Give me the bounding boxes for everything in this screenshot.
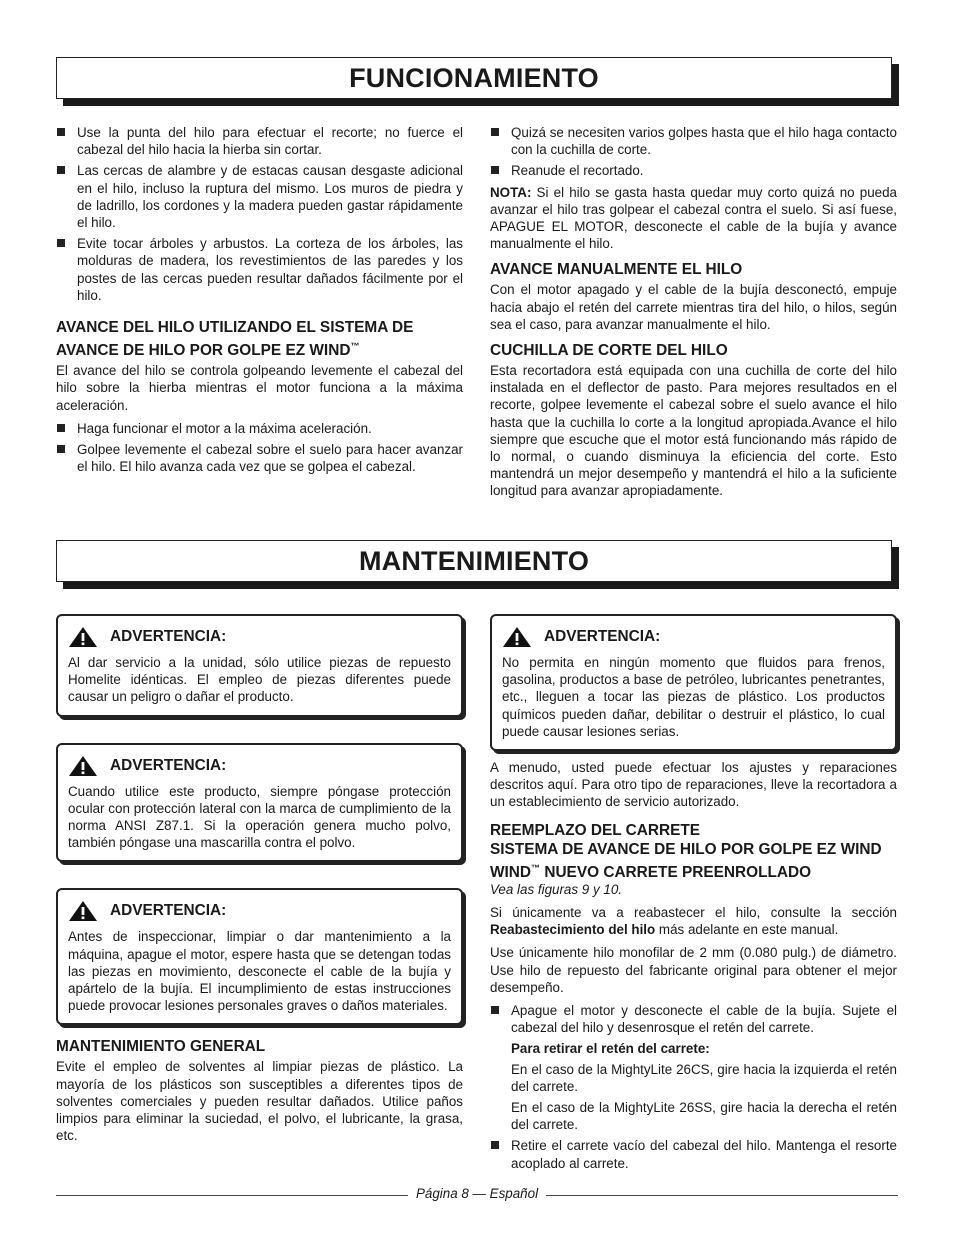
warning-triangle-icon <box>68 755 98 777</box>
warning-box <box>56 743 463 863</box>
page-number: Página 8 — Español <box>408 1186 546 1201</box>
manual-advance-text: Con el motor apagado y el cable de la bujía desconectó, empuje hacia abajo el retén del carrete mientras tira del hilo, o hilos, según sea el caso, para avanzar manualmente el hilo. <box>490 282 897 332</box>
warning-title: ADVERTENCIA: <box>68 755 451 777</box>
list-item: Reanude el recortado. <box>490 162 897 179</box>
manual-advance-heading: AVANCE MANUALMENTE EL HILO <box>490 261 743 279</box>
warning-triangle-icon <box>68 900 98 922</box>
reel-replacement-heading: REEMPLAZO DEL CARRETE <box>490 821 701 839</box>
see-figures-note: Vea las figuras 9 y 10. <box>490 881 622 897</box>
refill-reference: Si únicamente va a reabastecer el hilo, consulte la sección Reabastecimiento del hilo más adelante en este manual. <box>490 904 897 938</box>
page-footer <box>0 1186 954 1201</box>
funcionamiento-right-column <box>490 124 897 504</box>
remove-26ss-text: En el caso de la MightyLite 26SS, gire hacia la derecha el retén del carrete. <box>511 1099 897 1133</box>
warning-triangle-icon <box>502 626 532 648</box>
list-item: Golpee levemente el cabezal sobre el suelo para hacer avanzar el hilo. El hilo avanza cada vez que se golpea el cabezal. <box>56 441 463 475</box>
warning-title: ADVERTENCIA: <box>68 900 451 922</box>
warning-box <box>490 614 897 751</box>
reel-steps-list <box>490 1002 897 1036</box>
remove-retainer-label: Para retirar el retén del carrete: <box>511 1041 710 1057</box>
list-item: Las cercas de alambre y de estacas causan desgaste adicional en el hilo, incluso la ruptura del mismo. Los muros de piedra y de ladrillo, los cordones y la madera pueden gastar rápidamente el hilo. <box>56 162 463 231</box>
list-item: Evite tocar árboles y arbustos. La corteza de los árboles, las molduras de madera, los revestimientos de las paredes y los postes de las cercas pueden resultar dañados fácilmente por el hilo. <box>56 235 463 304</box>
list-item: Quizá se necesiten varios golpes hasta que el hilo haga contacto con la cuchilla de corte. <box>490 124 897 158</box>
mantenimiento-right-column <box>490 614 897 1176</box>
funcionamiento-left-column <box>56 124 463 479</box>
warning-box <box>56 888 463 1025</box>
warning-triangle-icon <box>68 626 98 648</box>
note-paragraph: NOTA: Si el hilo se gasta hasta quedar muy corto quizá no pueda avanzar el hilo tras golpear el cabezal contra el suelo. Si así fuese, APAGUE EL MOTOR, desconecte el cable de la bujía y avance manualmente el hilo. <box>490 184 897 252</box>
remove-26cs-text: En el caso de la MightyLite 26CS, gire hacia la izquierda el retén del carrete. <box>511 1061 897 1094</box>
list-item: Haga funcionar el motor a la máxima aceleración. <box>56 420 463 437</box>
ez-wind-heading: AVANCE DEL HILO UTILIZANDO EL SISTEMA DE AVANCE DE HILO POR GOLPE EZ WIND™ <box>56 319 414 360</box>
list-item: Retire el carrete vacío del cabezal del hilo. Mantenga el resorte acoplado al carrete. <box>490 1137 897 1171</box>
line-spec-text: Use únicamente hilo monofilar de 2 mm (0.080 pulg.) de diámetro. Use hilo de repuesto del fabricante original para obtener el mejor desempeño. <box>490 945 897 995</box>
warning-text: Al dar servicio a la unidad, sólo utilice piezas de repuesto Homelite idénticas. El empleo de piezas diferentes puede causar un peligro o dañar el producto. <box>68 655 451 705</box>
general-maintenance-heading: MANTENIMIENTO GENERAL <box>56 1038 266 1056</box>
warning-title: ADVERTENCIA: <box>68 626 451 648</box>
warning-box <box>56 614 463 717</box>
warning-text: Antes de inspeccionar, limpiar o dar mantenimiento a la máquina, apague el motor, espere hasta que se detengan todas las piezas en movimiento, desconecte el cable de la bujía y apártelo de la bujía. El incumplimiento de estas instrucciones puede provocar lesiones personales graves o daños materiales. <box>68 929 451 1014</box>
list-item: Use la punta del hilo para efectuar el recorte; no fuerce el cabezal del hilo hacia la hierba sin cortar. <box>56 124 463 158</box>
cutting-blade-heading: CUCHILLA DE CORTE DEL HILO <box>490 342 728 360</box>
ez-wind-intro: El avance del hilo se controla golpeando levemente el cabezal del hilo sobre la hierba mientras el motor funciona a la máxima aceleración. <box>56 363 463 413</box>
warning-text: No permita en ningún momento que fluidos para frenos, gasolina, productos a base de petróleo, lubricantes penetrantes, etc., lleguen a tocar las piezas de plástico. Los productos químicos pueden dañar, debilitar o destruir el plástico, lo cual puede causar lesiones serias. <box>502 655 885 739</box>
ez-wind-steps-list <box>56 420 463 476</box>
trimming-tips-list <box>56 124 463 304</box>
tap-advance-list <box>490 124 897 180</box>
funcionamiento-banner: FUNCIONAMIENTO <box>56 57 892 99</box>
repairs-intro: A menudo, usted puede efectuar los ajustes y reparaciones descritos aquí. Para otro tipo de reparaciones, lleve la recortadora a un establecimiento de servicio autorizado. <box>490 760 897 810</box>
reel-system-heading: SISTEMA DE AVANCE DE HILO POR GOLPE EZ WIND WIND™ NUEVO CARRETE PREENROLLADO <box>490 840 882 881</box>
list-item: Apague el motor y desconecte el cable de la bujía. Sujete el cabezal del hilo y desenrosque el retén del carrete. <box>490 1002 897 1036</box>
mantenimiento-banner: MANTENIMIENTO <box>56 540 892 582</box>
mantenimiento-left-column <box>56 614 463 1148</box>
reel-steps-list-2 <box>490 1137 897 1171</box>
warning-text: Cuando utilice este producto, siempre póngase protección ocular con protección lateral con la marca de cumplimiento de la norma ANSI Z87.1. Si la operación genera mucho polvo, también póngase una mascarilla contra el polvo. <box>68 783 451 851</box>
general-maintenance-text: Evite el empleo de solventes al limpiar piezas de plástico. La mayoría de los plásticos son susceptibles a diferentes tipos de solventes comerciales y pueden resultar dañados. Utilice paños limpios para eliminar la suciedad, el polvo, el lubricante, la grasa, etc. <box>56 1059 463 1144</box>
remove-retainer-block <box>490 1040 897 1133</box>
warning-title: ADVERTENCIA: <box>502 626 885 648</box>
cutting-blade-text: Esta recortadora está equipada con una cuchilla de corte del hilo instalada en el deflector de pasto. Para mejores resultados en el recorte, golpee levemente el cabezal sobre el suelo avance el hilo hasta que la cuchilla lo corte a la longitud apropiada.Avance el hilo siempre que escuche que el motor está funcionando más rápido de lo normal, o cuando disminuya la eficiencia del corte. Esto mantendrá un mejor desempeño y mantendrá el hilo a la suficiente longitud para avanzar apropiadamente. <box>490 363 897 499</box>
